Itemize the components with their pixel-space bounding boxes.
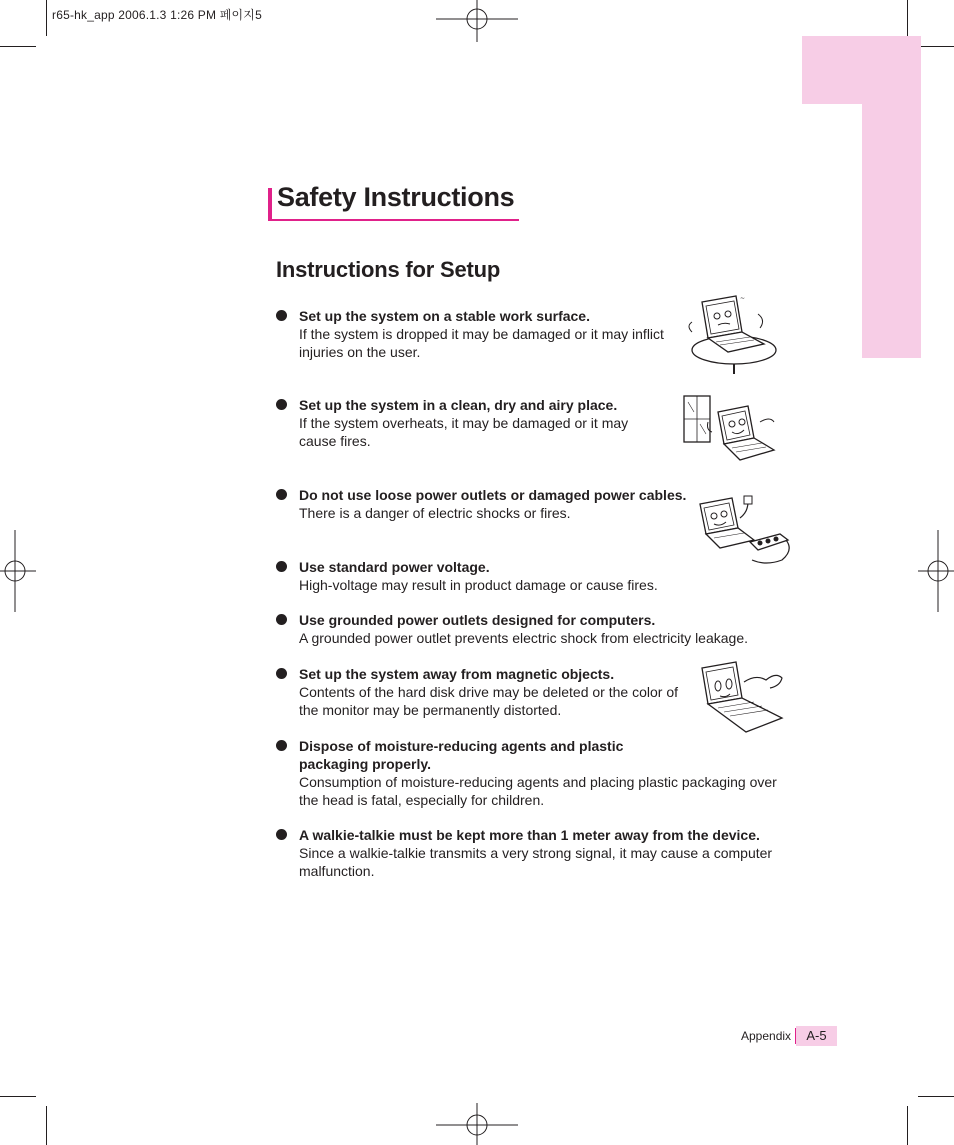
- registration-mark-left: [0, 530, 36, 612]
- item-heading: Use grounded power outlets designed for computers.: [299, 612, 656, 628]
- bullet-icon: [276, 614, 287, 625]
- bullet-icon: [276, 399, 287, 410]
- item-body: If the system is dropped it may be damaged or it may inflict injuries on the user.: [299, 326, 664, 360]
- bullet-icon: [276, 668, 287, 679]
- registration-mark-right: [918, 530, 954, 612]
- item-heading: Set up the system in a clean, dry and airy place.: [299, 397, 618, 413]
- svg-text:~: ~: [740, 295, 746, 302]
- chapter-tab: [802, 36, 921, 104]
- page-number: A-5: [796, 1026, 837, 1046]
- item-heading: A walkie-talkie must be kept more than 1 meter away from the device.: [299, 827, 760, 843]
- bullet-icon: [276, 740, 287, 751]
- item-body: There is a danger of electric shocks or fires.: [299, 505, 571, 521]
- crop-mark: [907, 0, 908, 36]
- crop-mark: [46, 1106, 47, 1145]
- laptop-on-table-illustration: [684, 292, 784, 374]
- footer-section-label: Appendix: [741, 1029, 792, 1043]
- crop-mark: [0, 46, 36, 47]
- item-heading: Do not use loose power outlets or damaged power cables.: [299, 487, 687, 503]
- print-slug: r65-hk_app 2006.1.3 1:26 PM 페이지5: [52, 8, 262, 22]
- bullet-icon: [276, 489, 287, 500]
- item-body: If the system overheats, it may be damaged or it may cause fires.: [299, 415, 629, 449]
- page-title-block: [268, 184, 519, 220]
- item-heading: Use standard power voltage.: [299, 559, 490, 575]
- item-body: High-voltage may result in product damage or cause fires.: [299, 577, 658, 593]
- crop-mark: [0, 1096, 36, 1097]
- item-body: A grounded power outlet prevents electric shock from electricity leakage.: [299, 630, 749, 646]
- item-heading: Set up the system away from magnetic objects.: [299, 666, 615, 682]
- crop-mark: [907, 1106, 908, 1145]
- bullet-icon: [276, 310, 287, 321]
- item-body: Consumption of moisture-reducing agents and placing plastic packaging over the head is fatal, especially for children.: [299, 774, 777, 808]
- bullet-icon: [276, 561, 287, 572]
- bullet-icon: [276, 829, 287, 840]
- page-title: Safety Instructions: [277, 182, 515, 212]
- item-body: Since a walkie-talkie transmits a very strong signal, it may cause a computer malfunction.: [299, 845, 773, 879]
- crop-mark: [918, 1096, 954, 1097]
- title-underline: [268, 219, 519, 221]
- laptop-power-strip-illustration: [696, 494, 794, 566]
- section-title: Instructions for Setup: [276, 257, 501, 282]
- item-heading: Dispose of moisture-reducing agents and plastic packaging properly.: [299, 738, 624, 772]
- laptop-by-window-illustration: [682, 392, 782, 466]
- chapter-tab: [862, 104, 921, 358]
- title-accent-bar: [268, 188, 272, 220]
- registration-mark-top: [436, 0, 518, 42]
- item-body: Contents of the hard disk drive may be deleted or the color of the monitor may be permanently distorted.: [299, 684, 678, 718]
- registration-mark-bottom: [436, 1103, 518, 1145]
- item-heading: Set up the system on a stable work surface.: [299, 308, 590, 324]
- laptop-magnet-illustration: [696, 660, 786, 736]
- crop-mark: [46, 0, 47, 36]
- crop-mark: [918, 46, 954, 47]
